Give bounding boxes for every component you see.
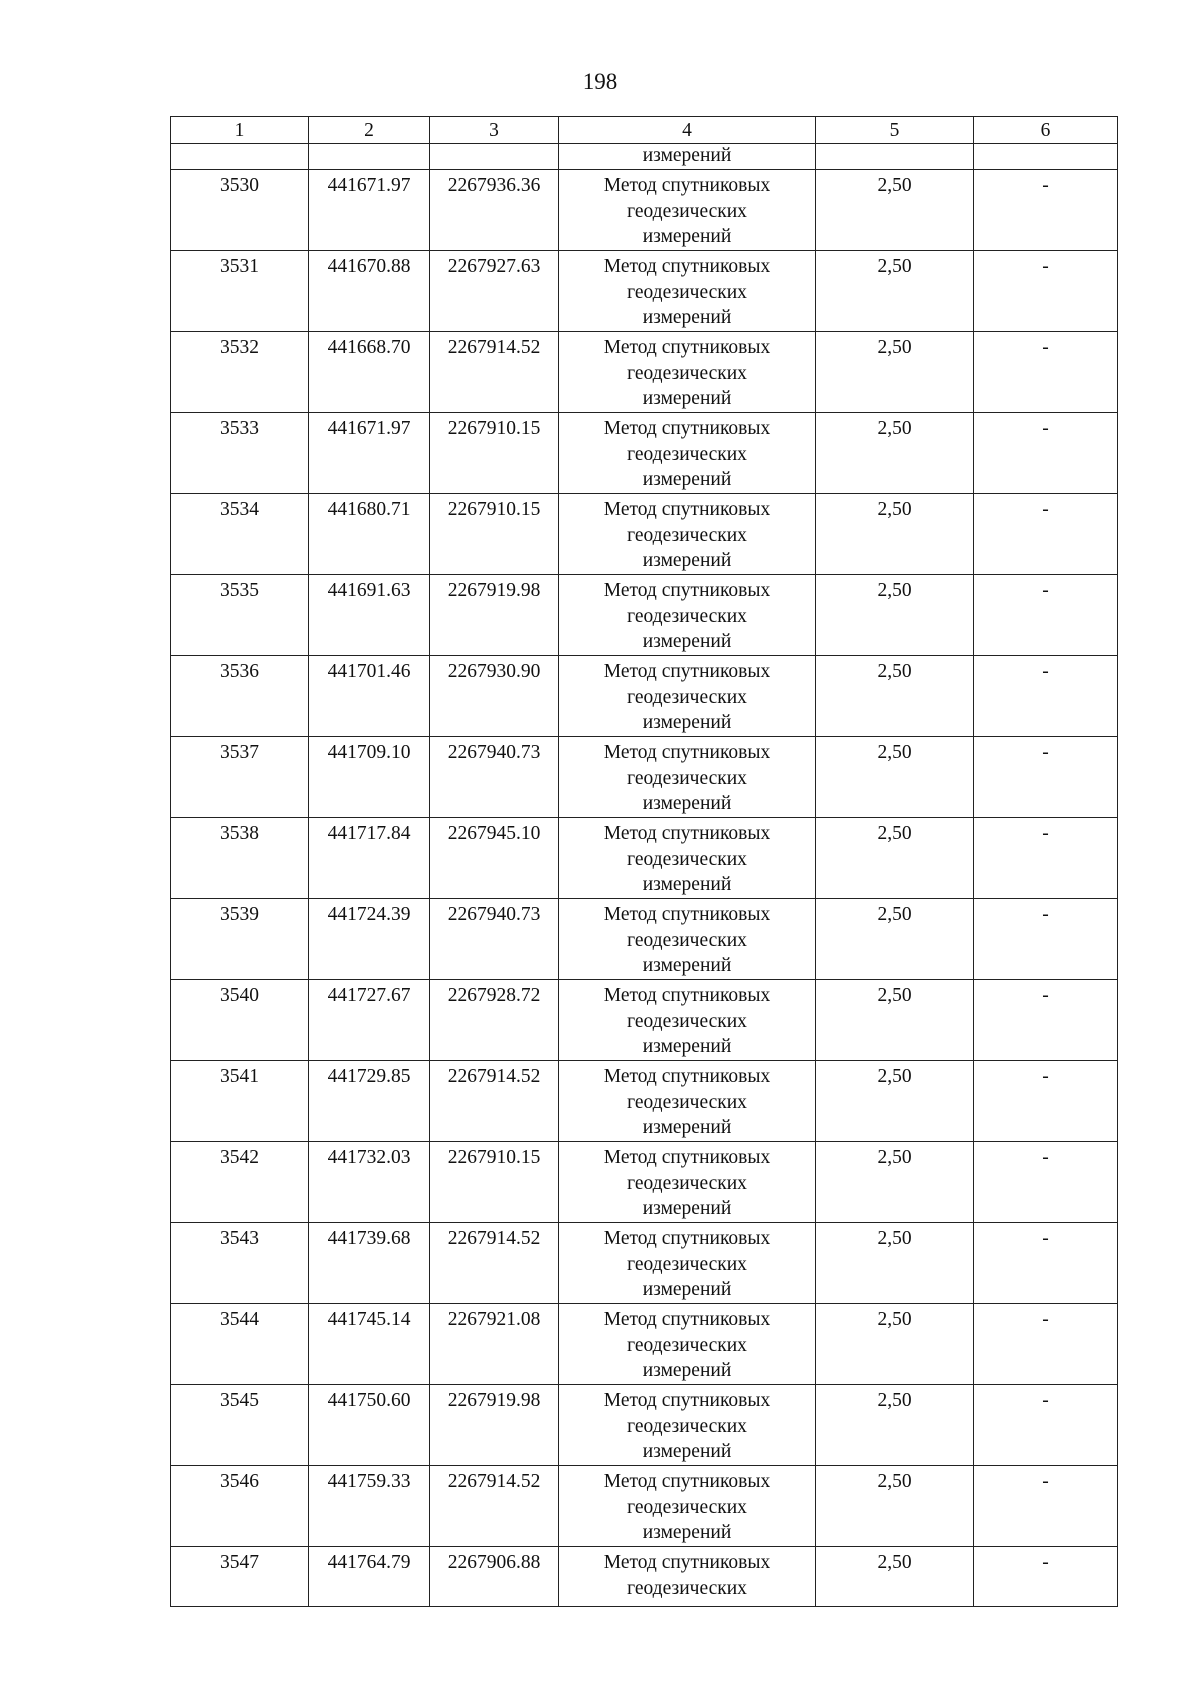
cell-point-number: 3540 [171,980,309,1061]
cell-y-coordinate: 2267930.90 [430,656,559,737]
cell-point-number: 3531 [171,251,309,332]
cell-y-coordinate: 2267910.15 [430,494,559,575]
method-line: Метод спутниковых [603,1552,771,1573]
cell-x-coordinate: 441732.03 [309,1142,430,1223]
cell-x-coordinate: 441727.67 [309,980,430,1061]
method-line: геодезических [627,1253,747,1275]
cell-point-number: 3546 [171,1466,309,1547]
cell-y-coordinate: 2267906.88 [430,1547,559,1607]
cell-method [559,818,816,899]
table-row [171,1142,1118,1223]
method-line: измерений [642,1360,732,1381]
cell-y-coordinate: 2267940.73 [430,737,559,818]
method-line: измерений [642,1441,732,1462]
cell-y-coordinate: 2267919.98 [430,1385,559,1466]
cell-note: - [974,1061,1118,1142]
method-line: Метод спутниковых [603,1066,771,1087]
cell-accuracy: 2,50 [816,1061,974,1142]
method-line: геодезических [627,1496,747,1518]
table-row [171,332,1118,413]
cell-y-coordinate: 2267914.52 [430,1061,559,1142]
method-line: геодезических [627,686,747,708]
cell-y-coordinate: 2267936.36 [430,170,559,251]
header-row [171,117,1118,144]
column-header: 4 [559,117,816,144]
cell-y-coordinate: 2267919.98 [430,575,559,656]
cell-point-number: 3542 [171,1142,309,1223]
method-line: геодезических [627,1010,747,1032]
cell-x-coordinate: 441759.33 [309,1466,430,1547]
method-line: геодезических [627,848,747,870]
cell-method [559,1304,816,1385]
cell-x-coordinate: 441671.97 [309,170,430,251]
cell-y-coordinate: 2267914.52 [430,1466,559,1547]
cell-empty [171,144,309,170]
method-line: геодезических [627,929,747,951]
cell-x-coordinate: 441717.84 [309,818,430,899]
cell-point-number: 3530 [171,170,309,251]
cell-note: - [974,1466,1118,1547]
table-row [171,1223,1118,1304]
cell-accuracy: 2,50 [816,1547,974,1607]
cell-x-coordinate: 441724.39 [309,899,430,980]
cell-point-number: 3536 [171,656,309,737]
method-line: измерений [642,631,732,652]
method-line: геодезических [627,281,747,303]
cell-point-number: 3538 [171,818,309,899]
coordinates-table [170,116,1118,1607]
cell-point-number: 3539 [171,899,309,980]
cell-x-coordinate: 441739.68 [309,1223,430,1304]
table-row [171,656,1118,737]
cell-point-number: 3547 [171,1547,309,1607]
cell-accuracy: 2,50 [816,251,974,332]
method-line: Метод спутниковых [603,1471,771,1492]
cell-note: - [974,332,1118,413]
table-row [171,413,1118,494]
method-line: Метод спутниковых [603,742,771,763]
cell-x-coordinate: 441729.85 [309,1061,430,1142]
cell-y-coordinate: 2267910.15 [430,413,559,494]
cell-method [559,1061,816,1142]
method-line: Метод спутниковых [603,904,771,925]
method-line: измерений [642,1036,732,1057]
method-line: измерений [642,1522,732,1543]
column-header: 2 [309,117,430,144]
cell-accuracy: 2,50 [816,170,974,251]
table-row [171,1547,1118,1607]
cell-note: - [974,413,1118,494]
method-line: измерений [642,550,732,571]
cell-point-number: 3543 [171,1223,309,1304]
cell-point-number: 3534 [171,494,309,575]
method-line: Метод спутниковых [603,256,771,277]
table-row [171,1466,1118,1547]
cell-accuracy: 2,50 [816,1385,974,1466]
cell-note: - [974,980,1118,1061]
cell-note: - [974,818,1118,899]
method-line: геодезических [627,767,747,789]
method-line: Метод спутниковых [603,580,771,601]
table-body [171,117,1118,1607]
cell-x-coordinate: 441750.60 [309,1385,430,1466]
method-line: измерений [642,955,732,976]
method-line: геодезических [627,1172,747,1194]
cell-point-number: 3545 [171,1385,309,1466]
cell-note: - [974,1304,1118,1385]
cell-empty [974,144,1118,170]
table-row [171,1385,1118,1466]
method-line: геодезических [627,443,747,465]
cell-point-number: 3544 [171,1304,309,1385]
method-line: геодезических [627,200,747,222]
cell-empty [430,144,559,170]
method-line: Метод спутниковых [603,1147,771,1168]
cell-note: - [974,494,1118,575]
method-line: измерений [642,307,732,328]
cell-y-coordinate: 2267940.73 [430,899,559,980]
cell-accuracy: 2,50 [816,818,974,899]
cell-note: - [974,1547,1118,1607]
method-line: измерений [642,1279,732,1300]
cell-accuracy: 2,50 [816,1223,974,1304]
cell-y-coordinate: 2267928.72 [430,980,559,1061]
cell-note: - [974,575,1118,656]
cell-method [559,1223,816,1304]
cell-x-coordinate: 441670.88 [309,251,430,332]
cell-x-coordinate: 441668.70 [309,332,430,413]
cell-note: - [974,1223,1118,1304]
table-row [171,170,1118,251]
cell-accuracy: 2,50 [816,332,974,413]
cell-x-coordinate: 441680.71 [309,494,430,575]
cell-method [559,1142,816,1223]
cell-x-coordinate: 441764.79 [309,1547,430,1607]
method-line: измерений [642,1198,732,1219]
method-line: измерений [642,469,732,490]
table-row [171,737,1118,818]
method-line: измерений [642,226,732,247]
cell-note: - [974,251,1118,332]
cell-accuracy: 2,50 [816,899,974,980]
cell-note: - [974,1142,1118,1223]
cell-accuracy: 2,50 [816,575,974,656]
method-line: геодезических [627,362,747,384]
method-line: Метод спутниковых [603,175,771,196]
continuation-row [171,144,1118,170]
cell-method-continuation: измерений [559,144,816,170]
column-header: 5 [816,117,974,144]
cell-accuracy: 2,50 [816,1142,974,1223]
cell-point-number: 3535 [171,575,309,656]
method-line: Метод спутниковых [603,661,771,682]
cell-method [559,1466,816,1547]
cell-method [559,737,816,818]
cell-note: - [974,1385,1118,1466]
table-row [171,494,1118,575]
cell-point-number: 3537 [171,737,309,818]
method-line: измерений [642,793,732,814]
method-line: Метод спутниковых [603,418,771,439]
cell-x-coordinate: 441701.46 [309,656,430,737]
cell-method [559,494,816,575]
method-line: Метод спутниковых [603,337,771,358]
cell-y-coordinate: 2267927.63 [430,251,559,332]
cell-empty [309,144,430,170]
page-number: 198 [582,69,618,94]
method-line: Метод спутниковых [603,1309,771,1330]
method-line: геодезических [627,1415,747,1437]
cell-accuracy: 2,50 [816,413,974,494]
table-row [171,980,1118,1061]
method-line: Метод спутниковых [603,823,771,844]
cell-x-coordinate: 441709.10 [309,737,430,818]
method-line: измерений [642,874,732,895]
table-row [171,251,1118,332]
cell-method [559,575,816,656]
cell-accuracy: 2,50 [816,656,974,737]
table-row [171,1061,1118,1142]
cell-accuracy: 2,50 [816,1304,974,1385]
cell-accuracy: 2,50 [816,1466,974,1547]
table-row [171,575,1118,656]
method-line: геодезических [627,524,747,546]
cell-accuracy: 2,50 [816,980,974,1061]
cell-empty [816,144,974,170]
method-line: Метод спутниковых [603,499,771,520]
table-row [171,818,1118,899]
method-line: геодезических [627,605,747,627]
cell-y-coordinate: 2267945.10 [430,818,559,899]
cell-accuracy: 2,50 [816,737,974,818]
cell-y-coordinate: 2267921.08 [430,1304,559,1385]
method-line: геодезических [627,1334,747,1356]
cell-method [559,1547,816,1607]
cell-method [559,899,816,980]
method-line: геодезических [627,1577,747,1599]
method-line: Метод спутниковых [603,985,771,1006]
method-line: Метод спутниковых [603,1228,771,1249]
cell-method [559,170,816,251]
cell-point-number: 3541 [171,1061,309,1142]
cell-note: - [974,899,1118,980]
method-line: геодезических [627,1091,747,1113]
column-header: 6 [974,117,1118,144]
method-line: измерений [642,712,732,733]
cell-y-coordinate: 2267914.52 [430,332,559,413]
cell-note: - [974,737,1118,818]
table-row [171,1304,1118,1385]
cell-point-number: 3532 [171,332,309,413]
cell-accuracy: 2,50 [816,494,974,575]
method-line: Метод спутниковых [603,1390,771,1411]
cell-x-coordinate: 441745.14 [309,1304,430,1385]
cell-y-coordinate: 2267914.52 [430,1223,559,1304]
column-header: 1 [171,117,309,144]
cell-method [559,251,816,332]
cell-point-number: 3533 [171,413,309,494]
table-row [171,899,1118,980]
cell-method [559,413,816,494]
column-header: 3 [430,117,559,144]
cell-x-coordinate: 441691.63 [309,575,430,656]
method-line: измерений [642,388,732,409]
cell-method [559,1385,816,1466]
cell-method [559,980,816,1061]
cell-note: - [974,656,1118,737]
cell-y-coordinate: 2267910.15 [430,1142,559,1223]
cell-method [559,332,816,413]
cell-method [559,656,816,737]
method-line: измерений [642,1117,732,1138]
cell-x-coordinate: 441671.97 [309,413,430,494]
cell-note: - [974,170,1118,251]
